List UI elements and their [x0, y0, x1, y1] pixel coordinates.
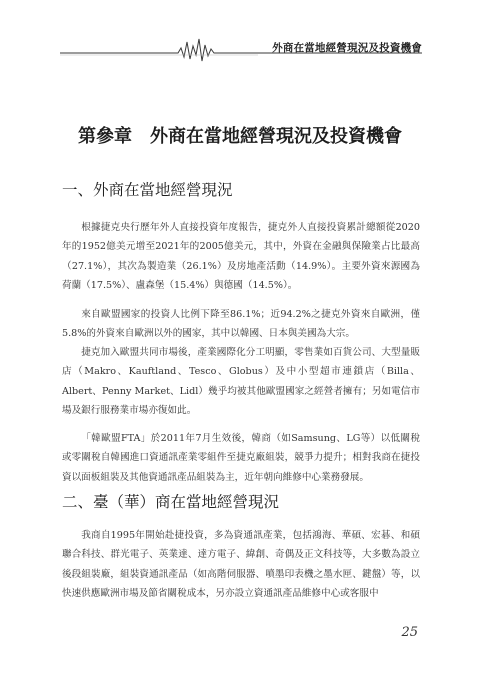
- paragraph: 「韓歐盟FTA」於2011年7月生效後，韓商（如Samsung、LG等）以低關稅或零關稅自韓國進口資通訊產業零組件至捷克廠組裝，競爭力提升；相對我商在捷投資以面板組裝及其他資通訊產品組裝為主，近年朝向維修中心業務發展。: [62, 433, 420, 483]
- paragraph: 我商自1995年開始赴捷投資，多為資通訊產業，包括鴻海、華碩、宏碁、和碩聯合科技、群光電子、英業達、達方電子、緯創、奇偶及正文科技等，大多數為設立後段組裝廠，組裝資通訊產品（如高階伺服器、噴墨印表機之墨水匣、鍵盤）等，以快速供應歐洲市場及節省關稅成本，另亦設立資通訊產品維修中心或客服中: [62, 530, 420, 599]
- page-number: 25: [401, 625, 418, 640]
- paragraph: 根據捷克央行歷年外人直接投資年度報告，捷克外人直接投資累計總額從2020年的1952億美元增至2021年的2005億美元，其中，外資在金融與保險業占比最高（27.1%），其次為製造業（26.1%）及房地產活動（14.9%）。主要外資來源國為荷蘭（17.5%）、盧森堡（15.4%）與德國（14.5%）。: [62, 222, 420, 291]
- paragraph: 來自歐盟國家的投資人比例下降至86.1%；近94.2%之捷克外資來自歐洲，僅5.8%的外資來自歐洲以外的國家，其中以韓國、日本與美國為大宗。: [62, 309, 420, 340]
- chapter-title: 第參章 外商在當地經營現況及投資機會: [78, 126, 402, 147]
- header-title: 外商在當地經營現況及投資機會: [272, 42, 422, 54]
- paragraph: 捷克加入歐盟共同市場後，產業國際化分工明顯，零售業如百貨公司、大型量販店（Makro、Kauftland、Tesco、Globus）及中小型超市連鎖店（Billa、Albert、Penny Market、Lidl）幾乎均被其他歐盟國家之經營者擁有；另如電信市場及銀行服務業市場亦復如此。: [62, 347, 420, 416]
- running-header: [60, 37, 422, 63]
- section-heading-taiwan-business: 二、臺（華）商在當地經營現況: [62, 493, 280, 511]
- section-heading-foreign-business: 一、外商在當地經營現況: [62, 181, 233, 199]
